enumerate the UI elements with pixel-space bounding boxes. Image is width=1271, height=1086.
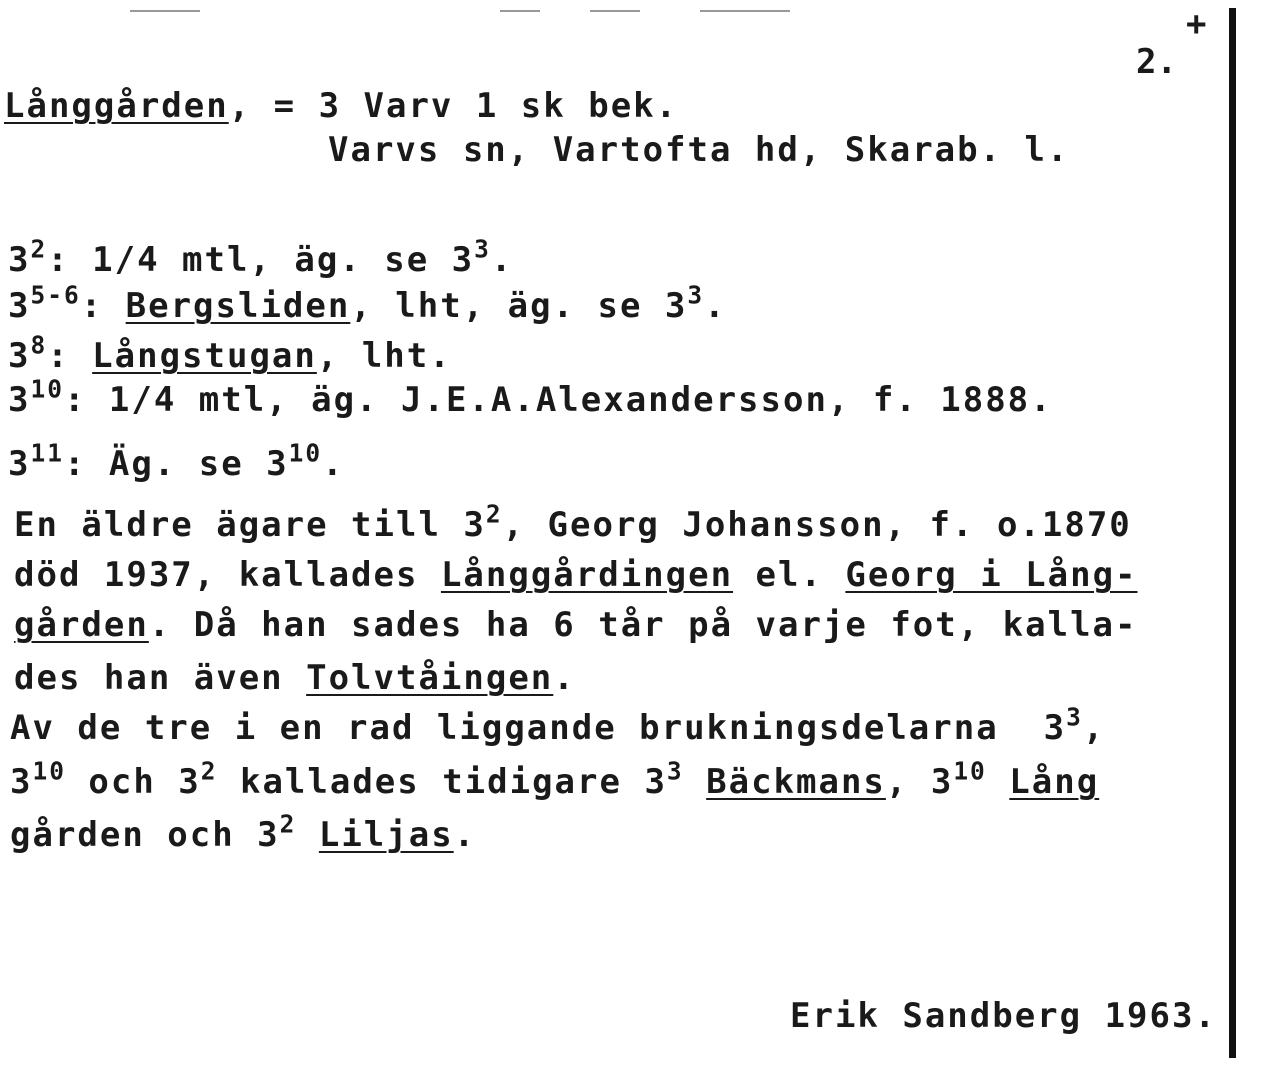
entry-line: $3^2$: 1/4 mtl, äg. se $3^3$.: [8, 234, 514, 280]
farm-name: Bäckmans: [706, 762, 886, 802]
entry-line: $3^{10}$: 1/4 mtl, äg. J.E.A.Alexandersson, f. 1888.: [8, 374, 1053, 420]
paragraph-line: En äldre ägare till $3^2$, Georg Johansson, f. o.1870: [14, 499, 1132, 545]
plus-mark: +: [1186, 4, 1207, 44]
card-edge-rule: [1229, 8, 1236, 1058]
paragraph-line: $3^{10}$ och $3^2$ kallades tidigare $3^3$ Bäckmans, $3^{10}$ Lång: [10, 756, 1100, 802]
scan-speck: [590, 10, 640, 12]
header-eq: , = 3 Varv 1 sk bek.: [228, 86, 679, 126]
header-line: [4, 86, 678, 126]
scan-speck: [500, 10, 540, 12]
farm-name: Liljas: [318, 815, 454, 855]
nickname: gården: [14, 605, 149, 645]
scan-speck: [130, 10, 200, 12]
paragraph-line: Av de tre i en rad liggande brukningsdelarna $3^3$,: [10, 702, 1106, 748]
paragraph-line: des han även Tolvtåingen.: [14, 658, 576, 698]
farm-name: Bergsliden: [125, 286, 351, 326]
entry-line: 3$^{5-6}$: Bergsliden, lht, äg. se $3^3$.: [8, 280, 727, 326]
farm-name: Långstugan: [92, 336, 317, 376]
nickname: Georg i Lång-: [845, 555, 1138, 595]
paragraph-line: död 1937, kallades Långgårdingen el. Georg i Lång-: [14, 555, 1138, 595]
paragraph-line: gården. Då han sades ha 6 tår på varje fot, kalla-: [14, 605, 1138, 645]
farm-name: Lång: [1009, 762, 1100, 802]
parish-line: Varvs sn, Vartofta hd, Skarab. l.: [328, 130, 1070, 170]
place-name: Långgården: [4, 86, 229, 126]
entry-line: $3^{11}$: Äg. se $3^{10}$.: [8, 438, 345, 484]
nickname: Långgårdingen: [440, 555, 734, 595]
card-number: 2.: [1136, 42, 1177, 82]
entry-line: $3^8$: Långstugan, lht.: [8, 330, 452, 376]
scan-speck: [700, 10, 790, 12]
signature: Erik Sandberg 1963.: [790, 996, 1217, 1036]
paragraph-line: gården och $3^2$ Liljas.: [10, 809, 477, 855]
nickname: Tolvtåingen: [306, 658, 554, 698]
